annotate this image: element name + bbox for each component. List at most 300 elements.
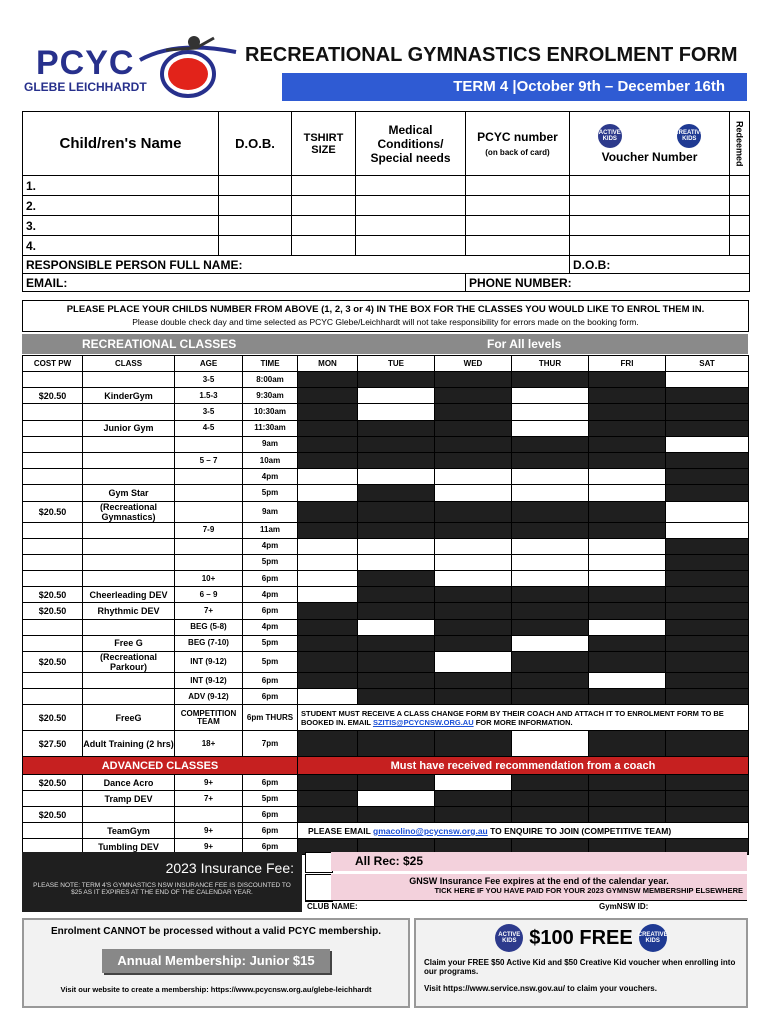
class-slot-box[interactable] (512, 469, 589, 485)
class-cell (83, 372, 175, 388)
age-cell: 7-9 (175, 522, 243, 538)
unavailable-slot (298, 619, 358, 635)
unavailable-slot (435, 522, 512, 538)
unavailable-slot (589, 522, 666, 538)
unavailable-slot (512, 587, 589, 603)
timetable-row (23, 652, 749, 673)
unavailable-slot (298, 404, 358, 420)
cost-cell (23, 538, 83, 554)
unavailable-slot (358, 436, 435, 452)
redeemed-field[interactable] (730, 176, 750, 196)
cost-cell: $20.50 (23, 807, 83, 823)
timetable-row (23, 469, 749, 485)
age-cell (175, 807, 243, 823)
form-title: RECREATIONAL GYMNASTICS ENROLMENT FORM (245, 44, 738, 66)
responsible-dob-field[interactable]: D.O.B: (570, 256, 750, 274)
column-header: WED (435, 356, 512, 372)
column-header: SAT (666, 356, 749, 372)
age-cell: 9+ (175, 775, 243, 791)
responsible-name-field[interactable]: RESPONSIBLE PERSON FULL NAME: (23, 256, 570, 274)
unavailable-slot (666, 807, 749, 823)
pcyc-number-field[interactable] (466, 176, 570, 196)
class-cell: KinderGym (83, 388, 175, 404)
pcyc-number-field[interactable] (466, 196, 570, 216)
pcyc-number-field[interactable] (466, 216, 570, 236)
org-sublogo: GLEBE LEICHHARDT (24, 80, 147, 94)
unavailable-slot (298, 452, 358, 468)
club-row (305, 900, 747, 914)
time-cell: 4pm (243, 619, 298, 635)
medical-field[interactable] (356, 196, 466, 216)
claim-text: Claim your FREE $50 Active Kid and $50 Creative Kid voucher when enrolling into our programs. (424, 958, 736, 976)
unavailable-slot (358, 571, 435, 587)
class-slot-box[interactable] (435, 538, 512, 554)
class-cell: (Recreational Parkour) (83, 652, 175, 673)
class-slot-box[interactable] (512, 731, 589, 757)
column-header: FRI (589, 356, 666, 372)
class-cell: Tumbling DEV (83, 839, 175, 855)
class-slot-box[interactable] (512, 635, 589, 651)
age-cell: 1.5-3 (175, 388, 243, 404)
instructions-line2: Please double check day and time selected as PCYC Glebe/Leichhardt will not take responsibility for errors made on the booking form. (132, 317, 639, 327)
unavailable-slot (666, 452, 749, 468)
email-link[interactable]: SZITIS@PCYCNSW.ORG.AU (372, 717, 474, 727)
tshirt-field[interactable] (292, 236, 356, 256)
time-cell: 4pm (243, 469, 298, 485)
class-slot-box[interactable] (298, 689, 358, 705)
unavailable-slot (435, 501, 512, 522)
class-slot-box[interactable] (512, 404, 589, 420)
child-row (23, 196, 750, 216)
unavailable-slot (435, 635, 512, 651)
unavailable-slot (666, 420, 749, 436)
unavailable-slot (298, 807, 358, 823)
unavailable-slot (358, 372, 435, 388)
unavailable-slot (589, 501, 666, 522)
unavailable-slot (358, 501, 435, 522)
unavailable-slot (512, 436, 589, 452)
cost-cell (23, 420, 83, 436)
unavailable-slot (589, 452, 666, 468)
timetable-row (23, 485, 749, 501)
age-cell (175, 485, 243, 501)
tshirt-field[interactable] (292, 176, 356, 196)
unavailable-slot (298, 775, 358, 791)
class-slot-box[interactable] (358, 388, 435, 404)
time-cell: 6pm (243, 823, 298, 839)
tshirt-field[interactable] (292, 216, 356, 236)
unavailable-slot (666, 673, 749, 689)
class-slot-box[interactable] (298, 485, 358, 501)
timetable-row (23, 587, 749, 603)
age-cell: 5 – 7 (175, 452, 243, 468)
time-cell: 4pm (243, 587, 298, 603)
unavailable-slot (512, 652, 589, 673)
age-cell: 3-5 (175, 372, 243, 388)
class-cell: Tramp DEV (83, 791, 175, 807)
unavailable-slot (358, 522, 435, 538)
gym-badge-logo (136, 30, 240, 102)
timetable-row (23, 807, 749, 823)
creative-kids-icon: CREATIVE KIDS (677, 124, 701, 148)
class-cell (83, 538, 175, 554)
unavailable-slot (589, 652, 666, 673)
timetable-row (23, 372, 749, 388)
unavailable-slot (298, 372, 358, 388)
class-slot-box[interactable] (589, 673, 666, 689)
email-link[interactable]: gmacolino@pcycnsw.org.au (373, 825, 488, 836)
class-slot-box[interactable] (435, 485, 512, 501)
class-slot-box[interactable] (589, 469, 666, 485)
unavailable-slot (298, 635, 358, 651)
class-cell: Adult Training (2 hrs) (83, 731, 175, 757)
email-field[interactable]: EMAIL: (23, 274, 466, 292)
class-slot-box[interactable] (589, 619, 666, 635)
class-slot-box[interactable] (298, 554, 358, 570)
age-cell: 9+ (175, 823, 243, 839)
time-cell: 4pm (243, 538, 298, 554)
instructions-box (22, 300, 749, 332)
unavailable-slot (358, 807, 435, 823)
class-slot-box[interactable] (358, 791, 435, 807)
medical-field[interactable] (356, 176, 466, 196)
unavailable-slot (666, 469, 749, 485)
column-header: COST PW (23, 356, 83, 372)
redeemed-field[interactable] (730, 216, 750, 236)
class-slot-box[interactable] (512, 554, 589, 570)
term-banner: TERM 4 |October 9th – December 16th (282, 73, 747, 101)
membership-box (22, 918, 410, 1008)
unavailable-slot (666, 587, 749, 603)
voucher-field[interactable] (570, 236, 730, 256)
class-cell (83, 554, 175, 570)
cost-cell: $27.50 (23, 731, 83, 757)
class-slot-box[interactable] (435, 652, 512, 673)
timetable-row (23, 538, 749, 554)
gnsw-info: GNSW Insurance Fee expires at the end of the calendar year. TICK HERE IF YOU HAVE PAID FOR YOUR 2023 GYMNSW MEMBERSHIP ELSEWHERE (331, 874, 747, 900)
dob-field[interactable] (219, 176, 292, 196)
cost-cell (23, 791, 83, 807)
class-slot-box[interactable] (435, 571, 512, 587)
annual-membership-button[interactable]: Annual Membership: Junior $15 (102, 949, 330, 973)
class-slot-box[interactable] (666, 501, 749, 522)
dob-field[interactable] (219, 196, 292, 216)
unavailable-slot (298, 791, 358, 807)
class-cell: Cheerleading DEV (83, 587, 175, 603)
class-slot-box[interactable] (512, 388, 589, 404)
unavailable-slot (666, 538, 749, 554)
cost-cell (23, 673, 83, 689)
age-cell: 6 – 9 (175, 587, 243, 603)
class-slot-box[interactable] (666, 436, 749, 452)
class-slot-box[interactable] (358, 554, 435, 570)
unavailable-slot (435, 420, 512, 436)
timetable-row (23, 775, 749, 791)
cost-cell: $20.50 (23, 775, 83, 791)
cost-cell (23, 689, 83, 705)
age-cell (175, 538, 243, 554)
cost-cell: $20.50 (23, 705, 83, 731)
unavailable-slot (512, 673, 589, 689)
unavailable-slot (358, 603, 435, 619)
unavailable-slot (589, 420, 666, 436)
timetable-row (23, 522, 749, 538)
class-slot-box[interactable] (512, 420, 589, 436)
voucher-field[interactable] (570, 176, 730, 196)
class-slot-box[interactable] (358, 469, 435, 485)
unavailable-slot (435, 436, 512, 452)
child-row-label: 1. (23, 176, 219, 196)
unavailable-slot (435, 791, 512, 807)
time-cell: 11am (243, 522, 298, 538)
class-cell: FreeG (83, 705, 175, 731)
age-cell: COMPETITION TEAM (175, 705, 243, 731)
time-cell: 5pm (243, 635, 298, 651)
pcyc-number-field[interactable] (466, 236, 570, 256)
children-table (22, 111, 750, 292)
class-cell (83, 571, 175, 587)
cost-cell (23, 823, 83, 839)
unavailable-slot (666, 603, 749, 619)
class-cell (83, 404, 175, 420)
class-slot-box[interactable] (435, 469, 512, 485)
child-row-label: 3. (23, 216, 219, 236)
time-cell: 6pm (243, 689, 298, 705)
unavailable-slot (298, 501, 358, 522)
timetable-row (23, 420, 749, 436)
timetable-row (23, 436, 749, 452)
column-header: CLASS (83, 356, 175, 372)
cost-cell: $20.50 (23, 388, 83, 404)
cost-cell (23, 485, 83, 501)
unavailable-slot (666, 404, 749, 420)
phone-field[interactable]: PHONE NUMBER: (466, 274, 750, 292)
col-medical: Medical Conditions/ Special needs (356, 112, 466, 176)
active-kids-icon: ACTIVE KIDS (495, 924, 523, 952)
cost-cell (23, 619, 83, 635)
unavailable-slot (666, 485, 749, 501)
unavailable-slot (435, 731, 512, 757)
gymnsw-id-field[interactable]: GymNSW ID: (599, 902, 649, 911)
class-slot-box[interactable] (512, 538, 589, 554)
unavailable-slot (435, 452, 512, 468)
time-cell: 10am (243, 452, 298, 468)
time-cell: 6pm (243, 603, 298, 619)
class-slot-box[interactable] (298, 469, 358, 485)
time-cell: 5pm (243, 554, 298, 570)
unavailable-slot (589, 775, 666, 791)
unavailable-slot (512, 501, 589, 522)
class-cell (83, 619, 175, 635)
voucher-box (414, 918, 748, 1008)
unavailable-slot (512, 689, 589, 705)
website-link[interactable]: Visit our website to create a membership: https://www.pcycnsw.org.au/glebe-leichhardt (60, 985, 372, 994)
class-slot-box[interactable] (298, 538, 358, 554)
unavailable-slot (666, 689, 749, 705)
age-cell: 4-5 (175, 420, 243, 436)
cost-cell: $20.50 (23, 603, 83, 619)
unavailable-slot (298, 436, 358, 452)
age-cell: BEG (5-8) (175, 619, 243, 635)
club-name-field[interactable]: CLUB NAME: (307, 902, 358, 911)
child-row (23, 176, 750, 196)
time-cell: 5pm (243, 652, 298, 673)
unavailable-slot (666, 775, 749, 791)
time-cell: 6pm (243, 775, 298, 791)
cost-cell: $20.50 (23, 501, 83, 522)
age-cell: 7+ (175, 603, 243, 619)
unavailable-slot (298, 603, 358, 619)
class-cell (83, 452, 175, 468)
class-cell: Dance Acro (83, 775, 175, 791)
timetable-row (23, 603, 749, 619)
col-dob: D.O.B. (219, 112, 292, 176)
time-cell: 6pm (243, 807, 298, 823)
unavailable-slot (298, 652, 358, 673)
class-slot-box[interactable] (358, 404, 435, 420)
unavailable-slot (358, 689, 435, 705)
unavailable-slot (589, 603, 666, 619)
unavailable-slot (435, 372, 512, 388)
class-cell (83, 807, 175, 823)
unavailable-slot (589, 635, 666, 651)
unavailable-slot (589, 404, 666, 420)
voucher-field[interactable] (570, 196, 730, 216)
medical-field[interactable] (356, 216, 466, 236)
unavailable-slot (435, 587, 512, 603)
class-slot-box[interactable] (358, 538, 435, 554)
unavailable-slot (358, 587, 435, 603)
class-slot-box[interactable] (666, 522, 749, 538)
class-cell: Free G (83, 635, 175, 651)
class-cell: (Recreational Gymnastics) (83, 501, 175, 522)
unavailable-slot (589, 731, 666, 757)
pcyc-logo: PCYC (36, 44, 135, 82)
column-header: THUR (512, 356, 589, 372)
time-cell: 6pm (243, 571, 298, 587)
insurance-title: 2023 Insurance Fee: (165, 860, 294, 876)
col-tshirt: TSHIRT SIZE (292, 112, 356, 176)
child-row (23, 216, 750, 236)
unavailable-slot (666, 388, 749, 404)
time-cell: 7pm (243, 731, 298, 757)
medical-field[interactable] (356, 236, 466, 256)
class-slot-box[interactable] (298, 571, 358, 587)
gymnsw-paid-checkbox[interactable] (305, 874, 333, 902)
time-cell: 11:30am (243, 420, 298, 436)
unavailable-slot (666, 619, 749, 635)
class-cell (83, 522, 175, 538)
col-childs-name: Child/ren's Name (23, 112, 219, 176)
unavailable-slot (298, 673, 358, 689)
unavailable-slot (666, 652, 749, 673)
redeemed-field[interactable] (730, 236, 750, 256)
column-header: AGE (175, 356, 243, 372)
timetable-row (23, 452, 749, 468)
unavailable-slot (666, 731, 749, 757)
class-cell (83, 436, 175, 452)
child-row-label: 4. (23, 236, 219, 256)
unavailable-slot (589, 388, 666, 404)
enrolment-note: Enrolment CANNOT be processed without a valid PCYC membership. (50, 926, 382, 937)
cost-cell (23, 635, 83, 651)
unavailable-slot (358, 731, 435, 757)
class-slot-box[interactable] (589, 554, 666, 570)
unavailable-slot (666, 571, 749, 587)
unavailable-slot (512, 372, 589, 388)
allrec-checkbox[interactable] (305, 852, 333, 873)
timetable-row (23, 635, 749, 651)
col-voucher-number: ACTIVE KIDS CREATIVE KIDS Voucher Number (570, 112, 730, 176)
age-cell: 7+ (175, 791, 243, 807)
timetable-row (23, 404, 749, 420)
time-cell: 9am (243, 501, 298, 522)
unavailable-slot (298, 731, 358, 757)
advanced-note: Must have received recommendation from a coach (298, 757, 749, 775)
class-slot-box[interactable] (512, 485, 589, 501)
age-cell: 3-5 (175, 404, 243, 420)
unavailable-slot (358, 485, 435, 501)
cost-cell (23, 372, 83, 388)
unavailable-slot (358, 652, 435, 673)
class-cell: TeamGym (83, 823, 175, 839)
class-slot-box[interactable] (589, 485, 666, 501)
time-cell: 8:00am (243, 372, 298, 388)
creative-kids-icon: CREATIVE KIDS (639, 924, 667, 952)
class-cell (83, 469, 175, 485)
timetable-row (23, 554, 749, 570)
visit-service-link[interactable]: Visit https://www.service.nsw.gov.au/ to claim your vouchers. (424, 984, 657, 993)
insurance-panel (22, 852, 302, 912)
redeemed-field[interactable] (730, 196, 750, 216)
dob-field[interactable] (219, 236, 292, 256)
unavailable-slot (666, 791, 749, 807)
class-slot-box[interactable] (512, 571, 589, 587)
unavailable-slot (435, 603, 512, 619)
age-cell: INT (9-12) (175, 652, 243, 673)
child-row (23, 236, 750, 256)
class-timetable (22, 355, 749, 855)
teamgym-note: PLEASE EMAIL gmacolino@pcycnsw.org.au TO ENQUIRE TO JOIN (COMPETITIVE TEAM) (298, 823, 749, 839)
age-cell: BEG (7-10) (175, 635, 243, 651)
child-row-label: 2. (23, 196, 219, 216)
class-slot-box[interactable] (589, 538, 666, 554)
class-slot-box[interactable] (358, 619, 435, 635)
class-slot-box[interactable] (589, 571, 666, 587)
insurance-note: PLEASE NOTE: TERM 4'S GYMNASTICS NSW INSURANCE FEE IS DISCOUNTED TO $25 AS IT EXPIRES AT THE END OF THE CALENDAR YEAR. (33, 882, 291, 896)
class-slot-box[interactable] (298, 587, 358, 603)
class-slot-box[interactable] (666, 372, 749, 388)
dob-field[interactable] (219, 216, 292, 236)
unavailable-slot (298, 522, 358, 538)
voucher-field[interactable] (570, 216, 730, 236)
timetable-row (23, 731, 749, 757)
class-slot-box[interactable] (435, 775, 512, 791)
unavailable-slot (512, 452, 589, 468)
class-cell (83, 689, 175, 705)
tshirt-field[interactable] (292, 196, 356, 216)
unavailable-slot (589, 587, 666, 603)
unavailable-slot (589, 436, 666, 452)
timetable-row (23, 689, 749, 705)
cost-cell: $20.50 (23, 587, 83, 603)
age-cell (175, 554, 243, 570)
class-cell: Junior Gym (83, 420, 175, 436)
unavailable-slot (298, 388, 358, 404)
unavailable-slot (589, 791, 666, 807)
class-slot-box[interactable] (435, 554, 512, 570)
age-cell: 9+ (175, 839, 243, 855)
